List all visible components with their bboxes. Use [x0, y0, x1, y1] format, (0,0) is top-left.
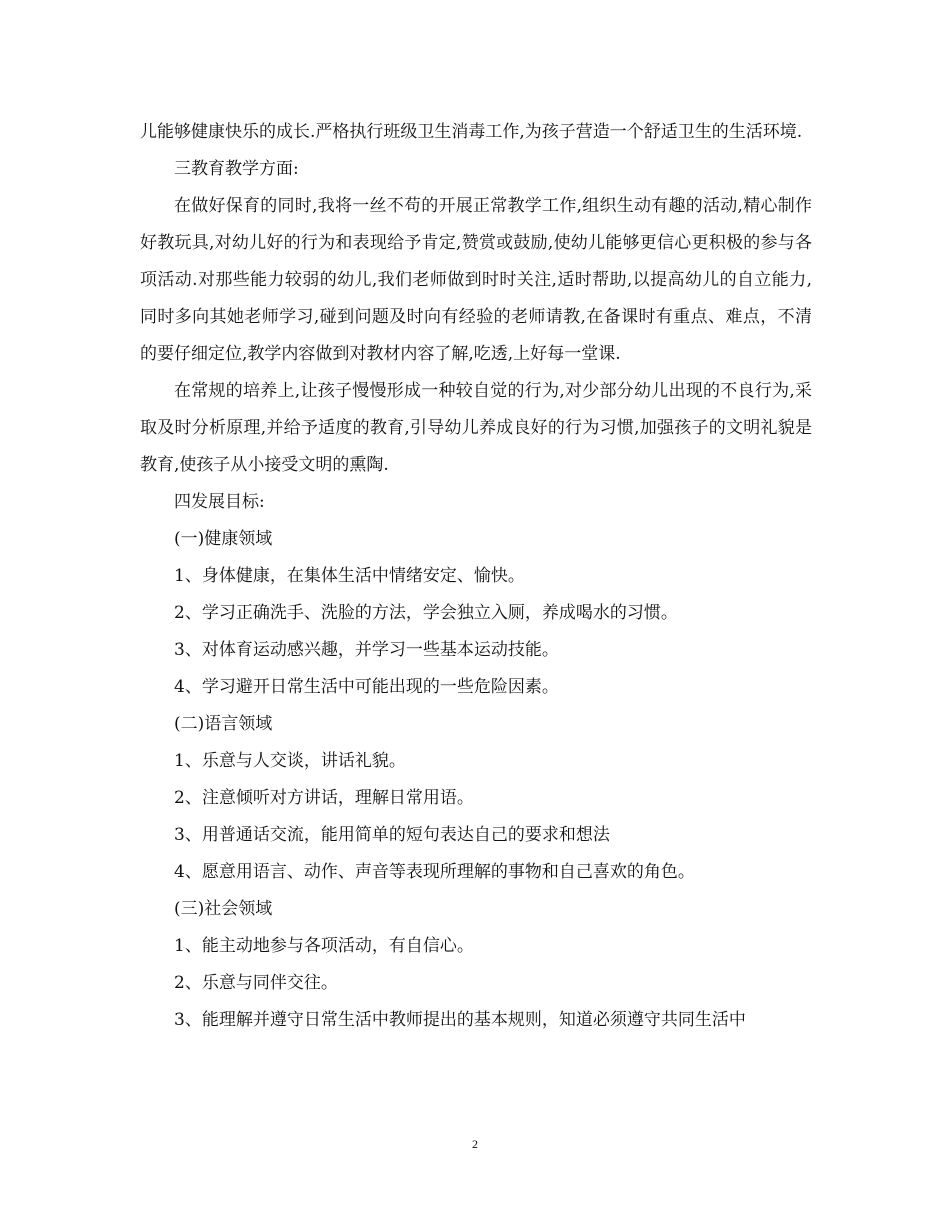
- paragraph-routine: 在常规的培养上,让孩子慢慢形成一种较自觉的行为,对少部分幼儿出现的不良行为,采取及时分析原理,并给予适度的教育,引导幼儿养成良好的行为习惯,加强孩子的文明礼貌是教育,使孩子从小接受文明的熏陶.: [140, 381, 812, 475]
- section-language: (二)语言领域: [174, 714, 273, 734]
- list-item: 1、身体健康，在集体生活中情绪安定、愉快。: [174, 566, 525, 586]
- list-item: 4、愿意用语言、动作、声音等表现所理解的事物和自己喜欢的角色。: [174, 862, 695, 882]
- list-item: 3、用普通话交流，能用简单的短句表达自己的要求和想法: [174, 825, 610, 845]
- list-item: 2、注意倾听对方讲话，理解日常用语。: [174, 788, 474, 808]
- paragraph-hygiene: 儿能够健康快乐的成长.严格执行班级卫生消毒工作,为孩子营造一个舒适卫生的生活环境.: [140, 122, 803, 142]
- paragraph-teaching: 在做好保育的同时,我将一丝不苟的开展正常教学工作,组织生动有趣的活动,精心制作好教玩具,对幼儿好的行为和表现给予肯定,赞赏或鼓励,使幼儿能够更信心更积极的参与各项活动.对那些能力较弱的幼儿,我们老师做到时时关注,适时帮助,以提高幼儿的自立能力,同时多向其她老师学习,碰到问题及时向有经验的老师请教,在备课时有重点、难点，不清的要仔细定位,教学内容做到对教材内容了解,吃透,上好每一堂课.: [140, 196, 812, 364]
- heading-teaching: 三教育教学方面:: [174, 159, 299, 179]
- document-body: [140, 114, 812, 1039]
- page-number: 2: [472, 1137, 478, 1151]
- list-item: 4、学习避开日常生活中可能出现的一些危险因素。: [174, 677, 559, 697]
- list-item: 1、乐意与人交谈，讲话礼貌。: [174, 751, 406, 771]
- section-health: (一)健康领域: [174, 529, 273, 549]
- list-item: 3、能理解并遵守日常生活中教师提出的基本规则，知道必须遵守共同生活中: [174, 1010, 746, 1030]
- list-item: 2、乐意与同伴交往。: [174, 973, 338, 993]
- section-social: (三)社会领域: [174, 899, 273, 919]
- list-item: 1、能主动地参与各项活动，有自信心。: [174, 936, 474, 956]
- list-item: 3、对体育运动感兴趣，并学习一些基本运动技能。: [174, 640, 559, 660]
- list-item: 2、学习正确洗手、洗脸的方法，学会独立入厕，养成喝水的习惯。: [174, 603, 678, 623]
- heading-goals: 四发展目标:: [174, 492, 265, 512]
